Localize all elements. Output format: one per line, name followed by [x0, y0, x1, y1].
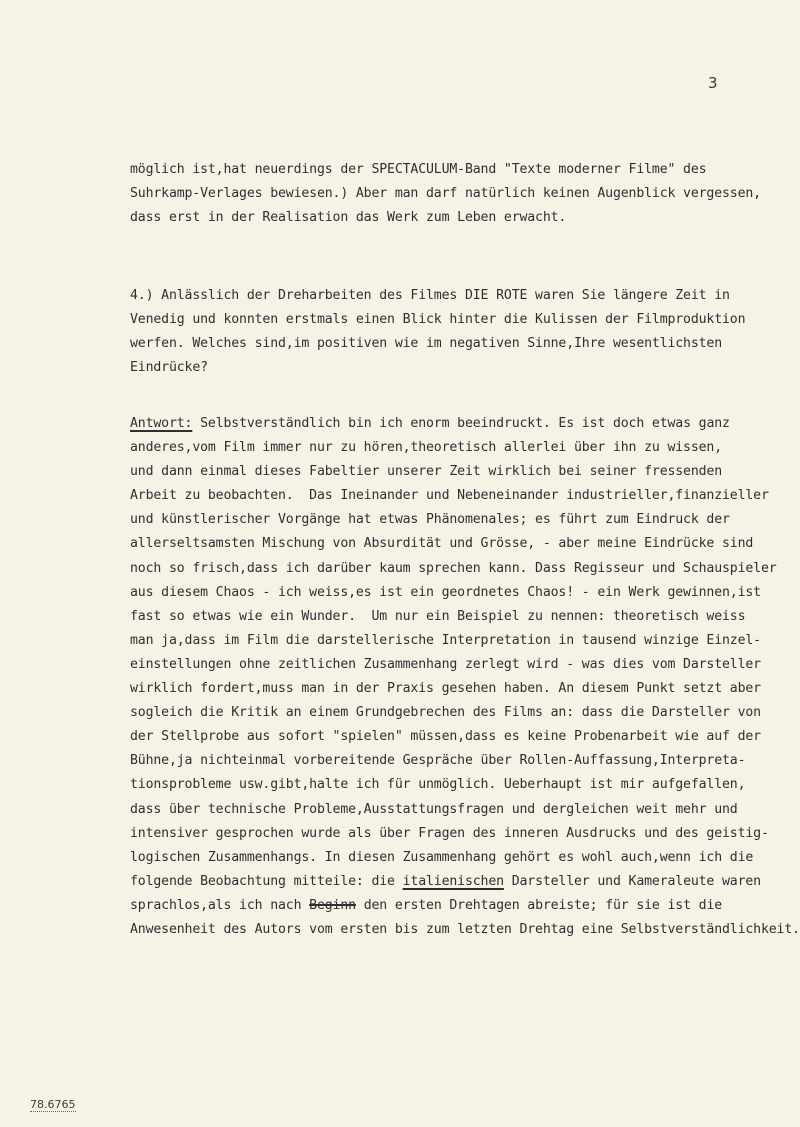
text-line: dass erst in der Realisation das Werk zum Leben erwacht. [130, 210, 567, 226]
text-line: und dann einmal dieses Fabeltier unserer Zeit wirklich bei seiner fressenden [130, 464, 723, 480]
text-line: logischen Zusammenhangs. In diesen Zusammenhang gehört es wohl auch,wenn ich die [130, 849, 754, 865]
text-line [130, 894, 800, 918]
archive-number: 78.6765 [30, 1098, 76, 1111]
text-line: tionsprobleme usw.gibt,halte ich für unmöglich. Ueberhaupt ist mir aufgefallen, [130, 777, 746, 793]
text-line: fast so etwas wie ein Wunder. Um nur ein Beispiel zu nennen: theoretisch weiss [130, 608, 746, 624]
text-line: man ja,dass im Film die darstellerische Interpretation in tausend winzige Einzel- [130, 632, 761, 648]
question-4 [130, 284, 745, 380]
text-line: Anwesenheit des Autors vom ersten bis zum letzten Drehtag eine Selbstverständlichkeit. [130, 921, 800, 937]
answer-label: Antwort: [130, 416, 193, 431]
text-line: Venedig und konnten erstmals einen Blick hinter die Kulissen der Filmproduktion [130, 312, 746, 328]
text-line: einstellungen ohne zeitlichen Zusammenhang zerlegt wird - was dies vom Darsteller [130, 656, 761, 672]
text-line: der Stellprobe aus sofort "spielen" müssen,dass es keine Probenarbeit wie auf der [130, 729, 761, 745]
struck-word: Beginn [309, 897, 356, 913]
text-line: 4.) Anlässlich der Dreharbeiten des Filmes DIE ROTE waren Sie längere Zeit in [130, 288, 730, 303]
text-line: Eindrücke? [130, 360, 208, 376]
text-line [130, 412, 800, 436]
text-line: aus diesem Chaos - ich weiss,es ist ein geordnetes Chaos! - ein Werk gewinnen,ist [130, 584, 761, 600]
text-line: wirklich fordert,muss man in der Praxis gesehen haben. An diesem Punkt setzt aber [130, 681, 761, 697]
underlined-word: italienischen [402, 873, 504, 889]
text-line: werfen. Welches sind,im positiven wie im negativen Sinne,Ihre wesentlichsten [130, 336, 723, 352]
text-segment: den ersten Drehtagen abreiste; für sie ist die [355, 897, 723, 913]
text-segment: folgende Beobachtung mitteile: die [130, 873, 403, 889]
answer-paragraph [130, 412, 800, 942]
text-line: sogleich die Kritik an einem Grundgebrechen des Films an: dass die Darsteller von [130, 705, 761, 721]
page-number: 3 [708, 74, 718, 92]
text-line: intensiver gesprochen wurde als über Fragen des inneren Ausdrucks und des geistig- [130, 825, 769, 841]
text-segment: Darsteller und Kameraleute waren [503, 873, 761, 889]
text-line [130, 870, 800, 894]
text-line: anderes,vom Film immer nur zu hören,theoretisch allerlei über ihn zu wissen, [130, 440, 723, 456]
text-line: möglich ist,hat neuerdings der SPECTACULUM-Band "Texte moderner Filme" des [130, 162, 707, 177]
text-segment: sprachlos,als ich nach [130, 897, 310, 913]
text-line: allerseltsamsten Mischung von Absurdität und Grösse, - aber meine Eindrücke sind [130, 536, 754, 552]
paragraph-continuation [130, 158, 761, 230]
text-line: noch so frisch,dass ich darüber kaum sprechen kann. Dass Regisseur und Schauspieler [130, 560, 777, 576]
text-line: Arbeit zu beobachten. Das Ineinander und Nebeneinander industrieller,finanzieller [130, 488, 769, 504]
text-line: dass über technische Probleme,Ausstattungsfragen und dergleichen weit mehr und [130, 801, 738, 817]
text-line: und künstlerischer Vorgänge hat etwas Phänomenales; es führt zum Eindruck der [130, 512, 730, 528]
text-line: Bühne,ja nichteinmal vorbereitende Gespräche über Rollen-Auffassung,Interpreta- [130, 753, 746, 769]
text-line: Suhrkamp-Verlages bewiesen.) Aber man darf natürlich keinen Augenblick vergessen, [130, 186, 761, 202]
answer-first-line: Selbstverständlich bin ich enorm beeindruckt. Es ist doch etwas ganz [192, 416, 730, 431]
